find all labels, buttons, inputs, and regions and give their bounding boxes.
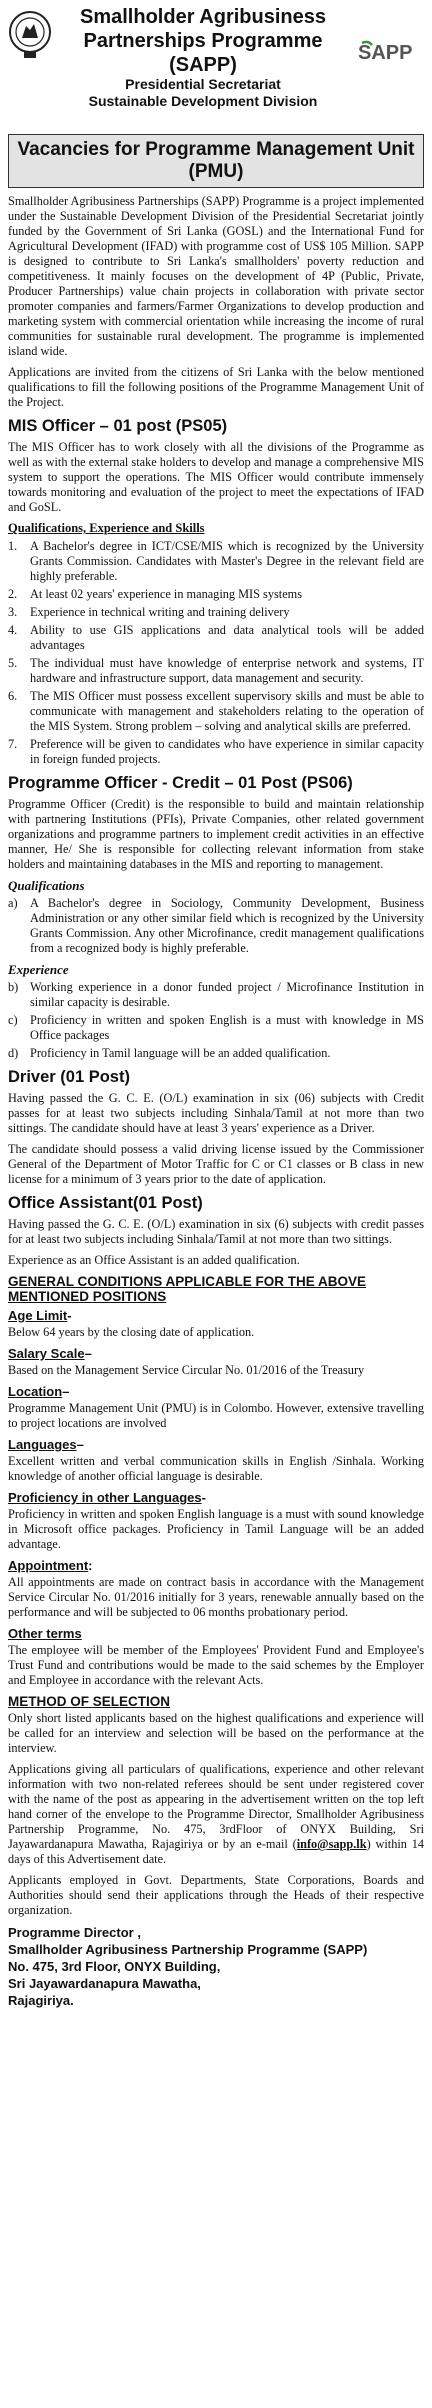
list-item	[8, 689, 424, 734]
vacancies-banner	[8, 134, 424, 188]
condition-heading-suffix: –	[84, 1346, 92, 1361]
list-text: Working experience in a donor funded project / Microfinance Institution in similar capacity is desirable.	[30, 980, 424, 1009]
driver-paragraph-1: Having passed the G. C. E. (O/L) examination in six (06) subjects with Credit passes for at least two subjects including Sinhala/Tamil at not more than two sittings. The candidate should have at least 3 years' experience as a Driver.	[8, 1091, 424, 1135]
selection-paragraph-2-text: Applications giving all particulars of qualifications, experience and other relevant information with two non-related referees should be sent under registered cover with the name of the post as appearing in the advertisement written on the top left hand corner of the envelope to the Programme Director, Smallholder Agribusiness Partnership Programme, No. 475, 3rdFloor of ONYX Building, Sri Jayawardanapura Mawatha, Rajagiriya or by an e-mail (	[8, 1762, 424, 1851]
condition-text: Based on the Management Service Circular No. 01/2016 of the Treasury	[8, 1363, 365, 1377]
org-title-line2: Partnerships Programme	[83, 30, 323, 52]
header	[8, 4, 424, 134]
banner-line1: Vacancies for Programme Management Unit	[17, 139, 415, 160]
condition-text: All appointments are made on contract basis in accordance with the Management Service Circular No. 01/2016 initially for 3 years, renewable annually based on the performance and will be subjected to 06 months probationary period.	[8, 1575, 424, 1619]
list-text: Preference will be given to candidates who have experience in similar capacity in foreign funded projects.	[30, 737, 424, 766]
list-item	[8, 656, 424, 686]
list-item	[8, 1013, 424, 1043]
condition-heading-suffix: -	[67, 1308, 72, 1323]
email-link[interactable]: info@sapp.lk	[296, 1837, 367, 1851]
condition-heading	[8, 1437, 424, 1452]
programme-officer-description: Programme Officer (Credit) is the responsible to build and maintain relationship with partnering Institutions (PFIs), Private Companies, other related government organizations and programme partners to implement credit activities in an effective manner, He/ She is responsible for collecting relevant information from stake holders and maintaining databases in the MIS and reporting to management.	[8, 797, 424, 871]
org-title-line3: (SAPP)	[169, 54, 237, 76]
list-text: Proficiency in Tamil language will be an added qualification.	[30, 1046, 331, 1060]
condition-heading-text: Other terms	[8, 1626, 82, 1641]
list-marker: 7.	[8, 737, 18, 751]
list-item	[8, 980, 424, 1010]
condition-text: Excellent written and verbal communication skills in English /Sinhala. Working knowledge of another official language is desirable.	[8, 1454, 424, 1483]
list-text: A Bachelor's degree in ICT/CSE/MIS which is recognized by the University Grants Commission. Candidates with Master's Degree in the relevant field are highly preferable.	[30, 539, 424, 583]
address-line: No. 475, 3rd Floor, ONYX Building,	[8, 1959, 221, 1974]
selection-paragraph-3: Applicants employed in Govt. Departments, State Corporations, Boards and Authorities should send their applications through the Heads of their respective organization.	[8, 1873, 424, 1917]
condition-heading-suffix: -	[201, 1490, 206, 1505]
banner-line2: (PMU)	[188, 161, 244, 182]
mis-officer-title: MIS Officer – 01 post (PS05)	[8, 417, 228, 435]
condition-text: Programme Management Unit (PMU) is in Colombo. However, extensive travelling to project locations are involved	[8, 1401, 424, 1430]
list-marker: 3.	[8, 605, 18, 619]
condition-heading-suffix: –	[62, 1384, 70, 1399]
list-text: The MIS Officer must possess excellent supervisory skills and must be able to communicate with management and stakeholders relating to the operation of the MIS System. Strong problem – solving and analytical skills are preferred.	[30, 689, 424, 733]
driver-paragraph-2: The candidate should possess a valid driving license issued by the Commissioner General of the Department of Motor Traffic for C or C1 classes or B class in new license for a minimum of 3 years prior to the date of application.	[8, 1142, 424, 1186]
condition-heading	[8, 1346, 424, 1361]
list-text: At least 02 years' experience in managing MIS systems	[30, 587, 302, 601]
list-item	[8, 896, 424, 956]
list-marker: 4.	[8, 623, 18, 637]
condition-heading	[8, 1626, 424, 1641]
selection-paragraph-2	[8, 1762, 424, 1867]
list-marker: b)	[8, 980, 19, 994]
list-marker: a)	[8, 896, 18, 910]
condition-text: Proficiency in written and spoken English language is a must with sound knowledge in Microsoft office packages. Proficiency in Tamil Language will be an added advantage.	[8, 1507, 424, 1551]
address-line: Programme Director ,	[8, 1925, 141, 1940]
sapp-logo	[354, 40, 424, 69]
list-marker: 5.	[8, 656, 18, 670]
condition-heading-text: Languages	[8, 1437, 77, 1452]
intro-invitation: Applications are invited from the citizens of Sri Lanka with the below mentioned qualifications to fill the following positions of the Programme Management Unit of the Project.	[8, 365, 424, 409]
condition-text: Below 64 years by the closing date of application.	[8, 1325, 255, 1339]
selection-paragraph-1: Only short listed applicants based on the highest qualifications and experience will be called for an interview and selection will be based on the performance at the interview.	[8, 1711, 424, 1755]
address-line: Smallholder Agribusiness Partnership Programme (SAPP)	[8, 1942, 368, 1957]
list-item	[8, 1046, 424, 1061]
intro-paragraph: Smallholder Agribusiness Partnerships (SAPP) Programme is a project implemented under the Sustainable Development Division of the Presidential Secretariat jointly funded by the Government of Sri Lanka (GOSL) and the International Fund for Agricultural Development (IFAD) with programme cost of US$ 105 Million. SAPP is designed to contribute to Sri Lanka's smallholders' poverty reduction and competitiveness. It mainly focuses on the development of 4P (Public, Private, Producer Partnerships) value chain projects in collaboration with private sector promoter companies and farmers/Farmer Organizations to develop production and marketing system with commercial orientation while increasing the income of rural communities for sustainable rural development. The programme is implemented island wide.	[8, 194, 424, 358]
list-text: Experience in technical writing and training delivery	[30, 605, 290, 619]
office-assistant-title: Office Assistant(01 Post)	[8, 1194, 203, 1212]
list-text: Proficiency in written and spoken English is a must with knowledge in MS Office packages	[30, 1013, 424, 1042]
sapp-logo-text: SAPP	[358, 42, 413, 64]
condition-heading-text: Location	[8, 1384, 63, 1399]
condition-heading-text: Proficiency in other Languages	[8, 1490, 202, 1505]
list-item	[8, 587, 424, 602]
list-text: A Bachelor's degree in Sociology, Community Development, Business Administration or any other similar field which is recognized by the University Grants Commission. Any other Microfinance, credit management qualifications from a recognized body is highly preferable.	[30, 896, 424, 955]
po-experience-list	[8, 980, 424, 1061]
condition-text: The employee will be member of the Employees' Provident Fund and Employee's Trust Fund and contributions would be made to the said schemes by the Employer and Employee in accordance with the relevant Acts.	[8, 1643, 424, 1687]
sri-lanka-emblem-icon	[8, 8, 52, 60]
office-assistant-paragraph-1: Having passed the G. C. E. (O/L) examination in six (6) subjects with credit passes for at least two subjects including Sinhala/Tamil at not more than two sittings.	[8, 1217, 424, 1246]
general-conditions-heading: GENERAL CONDITIONS APPLICABLE FOR THE ABOVE MENTIONED POSITIONS	[8, 1274, 367, 1304]
selection-heading: METHOD OF SELECTION	[8, 1694, 170, 1709]
condition-heading-text: Salary Scale	[8, 1346, 85, 1361]
condition-heading-text: Appointment	[8, 1558, 89, 1573]
address-line: Sri Jayawardanapura Mawatha,	[8, 1976, 201, 1991]
list-marker: d)	[8, 1046, 19, 1060]
postal-address	[8, 1924, 424, 2009]
condition-heading	[8, 1308, 424, 1323]
programme-officer-title: Programme Officer - Credit – 01 Post (PS06)	[8, 774, 353, 792]
org-sub-line1: Presidential Secretariat	[125, 76, 281, 92]
selection-paragraph-2-end: ) within 14 days of this Advertisement date.	[8, 1837, 425, 1866]
condition-heading	[8, 1490, 424, 1505]
list-item	[8, 737, 424, 767]
mis-officer-description: The MIS Officer has to work closely with all the divisions of the Programme as well as with the external stake holders to develop and manage a comprehensive MIS system to support the operations. The MIS Officer would contribute immensely towards monitoring and evaluation of the project to meet the expectations of IFAD and GoSL.	[8, 440, 424, 514]
list-marker: 2.	[8, 587, 18, 601]
condition-heading	[8, 1558, 424, 1573]
address-line: Rajagiriya.	[8, 1993, 74, 2008]
office-assistant-paragraph-2: Experience as an Office Assistant is an added qualification.	[8, 1253, 300, 1267]
po-qualifications-list	[8, 896, 424, 956]
org-title-line1: Smallholder Agribusiness	[80, 6, 326, 28]
header-titles	[52, 4, 354, 110]
list-item	[8, 605, 424, 620]
po-qualifications-heading: Qualifications	[8, 878, 85, 893]
list-marker: 1.	[8, 539, 18, 553]
advertisement-page	[8, 0, 424, 2009]
po-experience-heading: Experience	[8, 962, 69, 977]
condition-heading	[8, 1384, 424, 1399]
list-item	[8, 539, 424, 584]
mis-qualifications-list	[8, 539, 424, 767]
list-marker: 6.	[8, 689, 18, 703]
org-sub-line2: Sustainable Development Division	[88, 93, 318, 109]
list-item	[8, 623, 424, 653]
mis-qualifications-heading: Qualifications, Experience and Skills	[8, 521, 205, 535]
list-marker: c)	[8, 1013, 18, 1027]
condition-heading-suffix: –	[76, 1437, 84, 1452]
list-text: Ability to use GIS applications and data analytical tools will be added advantages	[30, 623, 424, 652]
condition-heading-text: Age Limit	[8, 1308, 68, 1323]
driver-title: Driver (01 Post)	[8, 1068, 130, 1086]
condition-heading-suffix: :	[88, 1558, 93, 1573]
general-conditions-sections	[8, 1308, 424, 1688]
list-text: The individual must have knowledge of enterprise network and systems, IT hardware and infrastructure support, data management and security.	[30, 656, 424, 685]
